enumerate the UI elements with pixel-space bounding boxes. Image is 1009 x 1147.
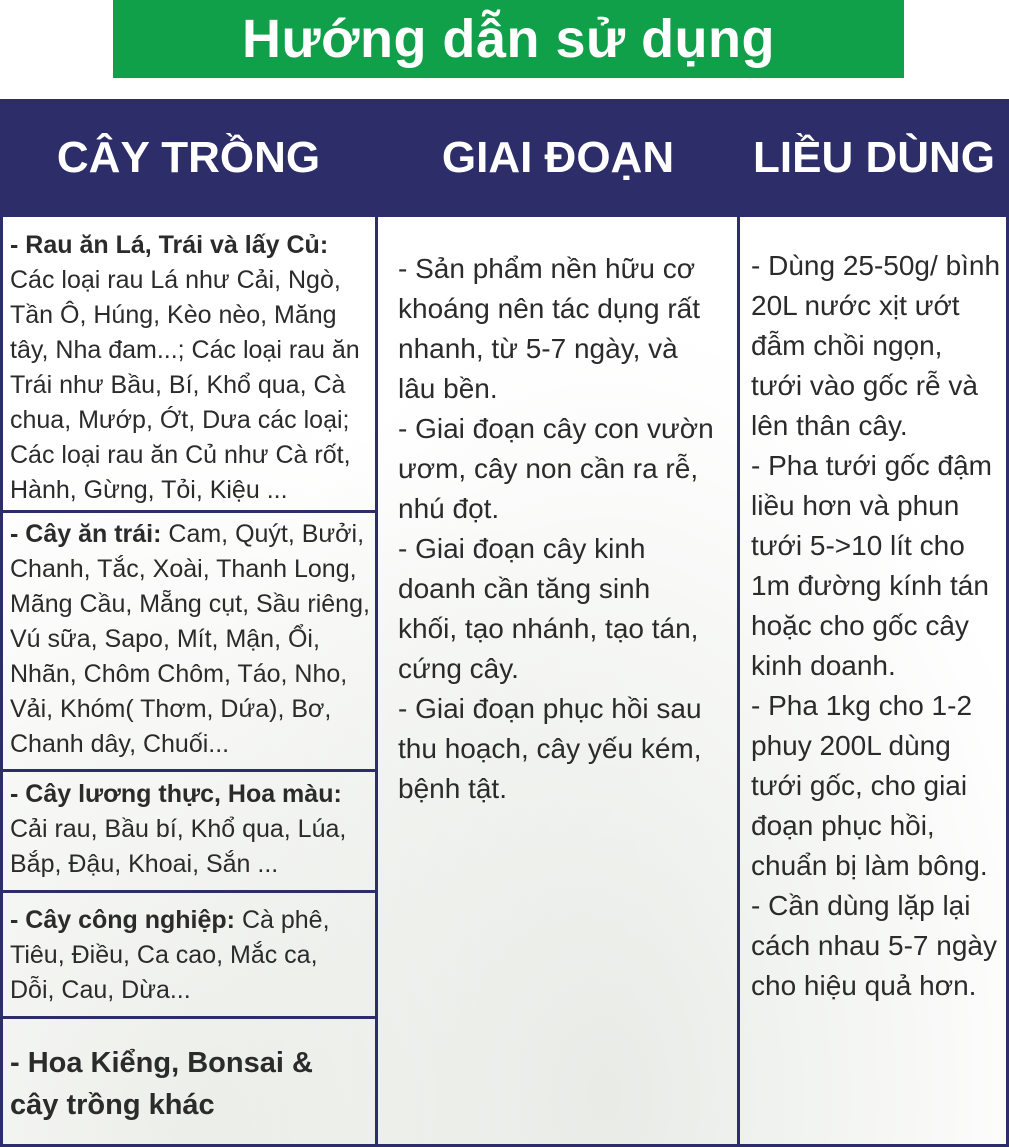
row-divider	[0, 890, 377, 893]
crop-description: Cam, Quýt, Bưởi, Chanh, Tắc, Xoài, Thanh Long, Mãng Cầu, Mẵng cụt, Sầu riêng, Vú sữa, Sapo, Mít, Mận, Ổi, Nhãn, Chôm Chôm, Táo, Nho, Vải, Khóm( Thơm, Dứa), Bơ, Chanh dây, Chuối...	[10, 520, 370, 758]
crop-cell-industrial	[10, 903, 350, 1008]
header-crop: CÂY TRỒNG	[56, 133, 321, 182]
crop-description: Các loại rau Lá như Cải, Ngò, Tần Ô, Húng, Kèo nèo, Măng tây, Nha đam...; Các loại rau ăn Trái như Bầu, Bí, Khổ qua, Cà chua, Mướp, Ớt, Dưa các loại; Các loại rau ăn Củ như Cà rốt, Hành, Gừng, Tỏi, Kiệu ...	[10, 266, 360, 504]
crop-description: Cải rau, Bầu bí, Khổ qua, Lúa, Bắp, Đậu, Khoai, Sắn ...	[10, 815, 347, 878]
crop-label: - Cây công nghiệp:	[10, 906, 235, 934]
crop-label: - Hoa Kiểng, Bonsai & cây trồng khác	[10, 1047, 313, 1121]
page-title: Hướng dẫn sử dụng	[241, 9, 776, 69]
usage-table	[0, 99, 1009, 1147]
crop-description: Cà phê, Tiêu, Điều, Ca cao, Mắc ca, Dỗi, Cau, Dừa...	[10, 906, 330, 1004]
column-divider	[737, 99, 740, 1147]
dose-cell: - Dùng 25-50g/ bình 20L nước xịt ướt đẫm chồi ngọn, tưới vào gốc rễ và lên thân cây. - Pha tưới gốc đậm liều hơn và phun tưới 5->10 lít cho 1m đường kính tán hoặc cho gốc cây kinh doanh. - Pha 1kg cho 1-2 phuy 200L dùng tưới gốc, cho giai đoạn phục hồi, chuẩn bị làm bông. - Cần dùng lặp lại cách nhau 5-7 ngày cho hiệu quả hơn.	[751, 250, 1001, 1001]
column-divider	[375, 99, 378, 1147]
crop-label: - Cây ăn trái:	[10, 520, 162, 548]
crop-label: - Cây lương thực, Hoa màu:	[10, 780, 342, 808]
crop-cell-ornamental	[10, 1042, 340, 1126]
crop-cell-vegetables	[10, 228, 370, 508]
stage-cell: - Sản phẩm nền hữu cơ khoáng nên tác dụng rất nhanh, từ 5-7 ngày, và lâu bền. - Giai đoạn cây con vườn ươm, cây non cần ra rễ, nhú đọt. - Giai đoạn cây kinh doanh cần tăng sinh khối, tạo nhánh, tạo tán, cứng cây. - Giai đoạn phục hồi sau thu hoạch, cây yếu kém, bệnh tật.	[398, 253, 714, 804]
crop-cell-fruit-trees	[10, 517, 372, 762]
title-banner	[113, 0, 904, 78]
crop-label: - Rau ăn Lá, Trái và lấy Củ:	[10, 231, 329, 259]
header-stage: GIAI ĐOẠN	[441, 133, 675, 182]
row-divider	[0, 510, 377, 513]
crop-cell-food-crops	[10, 777, 365, 882]
row-divider	[0, 1016, 377, 1019]
header-dose: LIỀU DÙNG	[753, 133, 995, 182]
row-divider	[0, 769, 377, 772]
